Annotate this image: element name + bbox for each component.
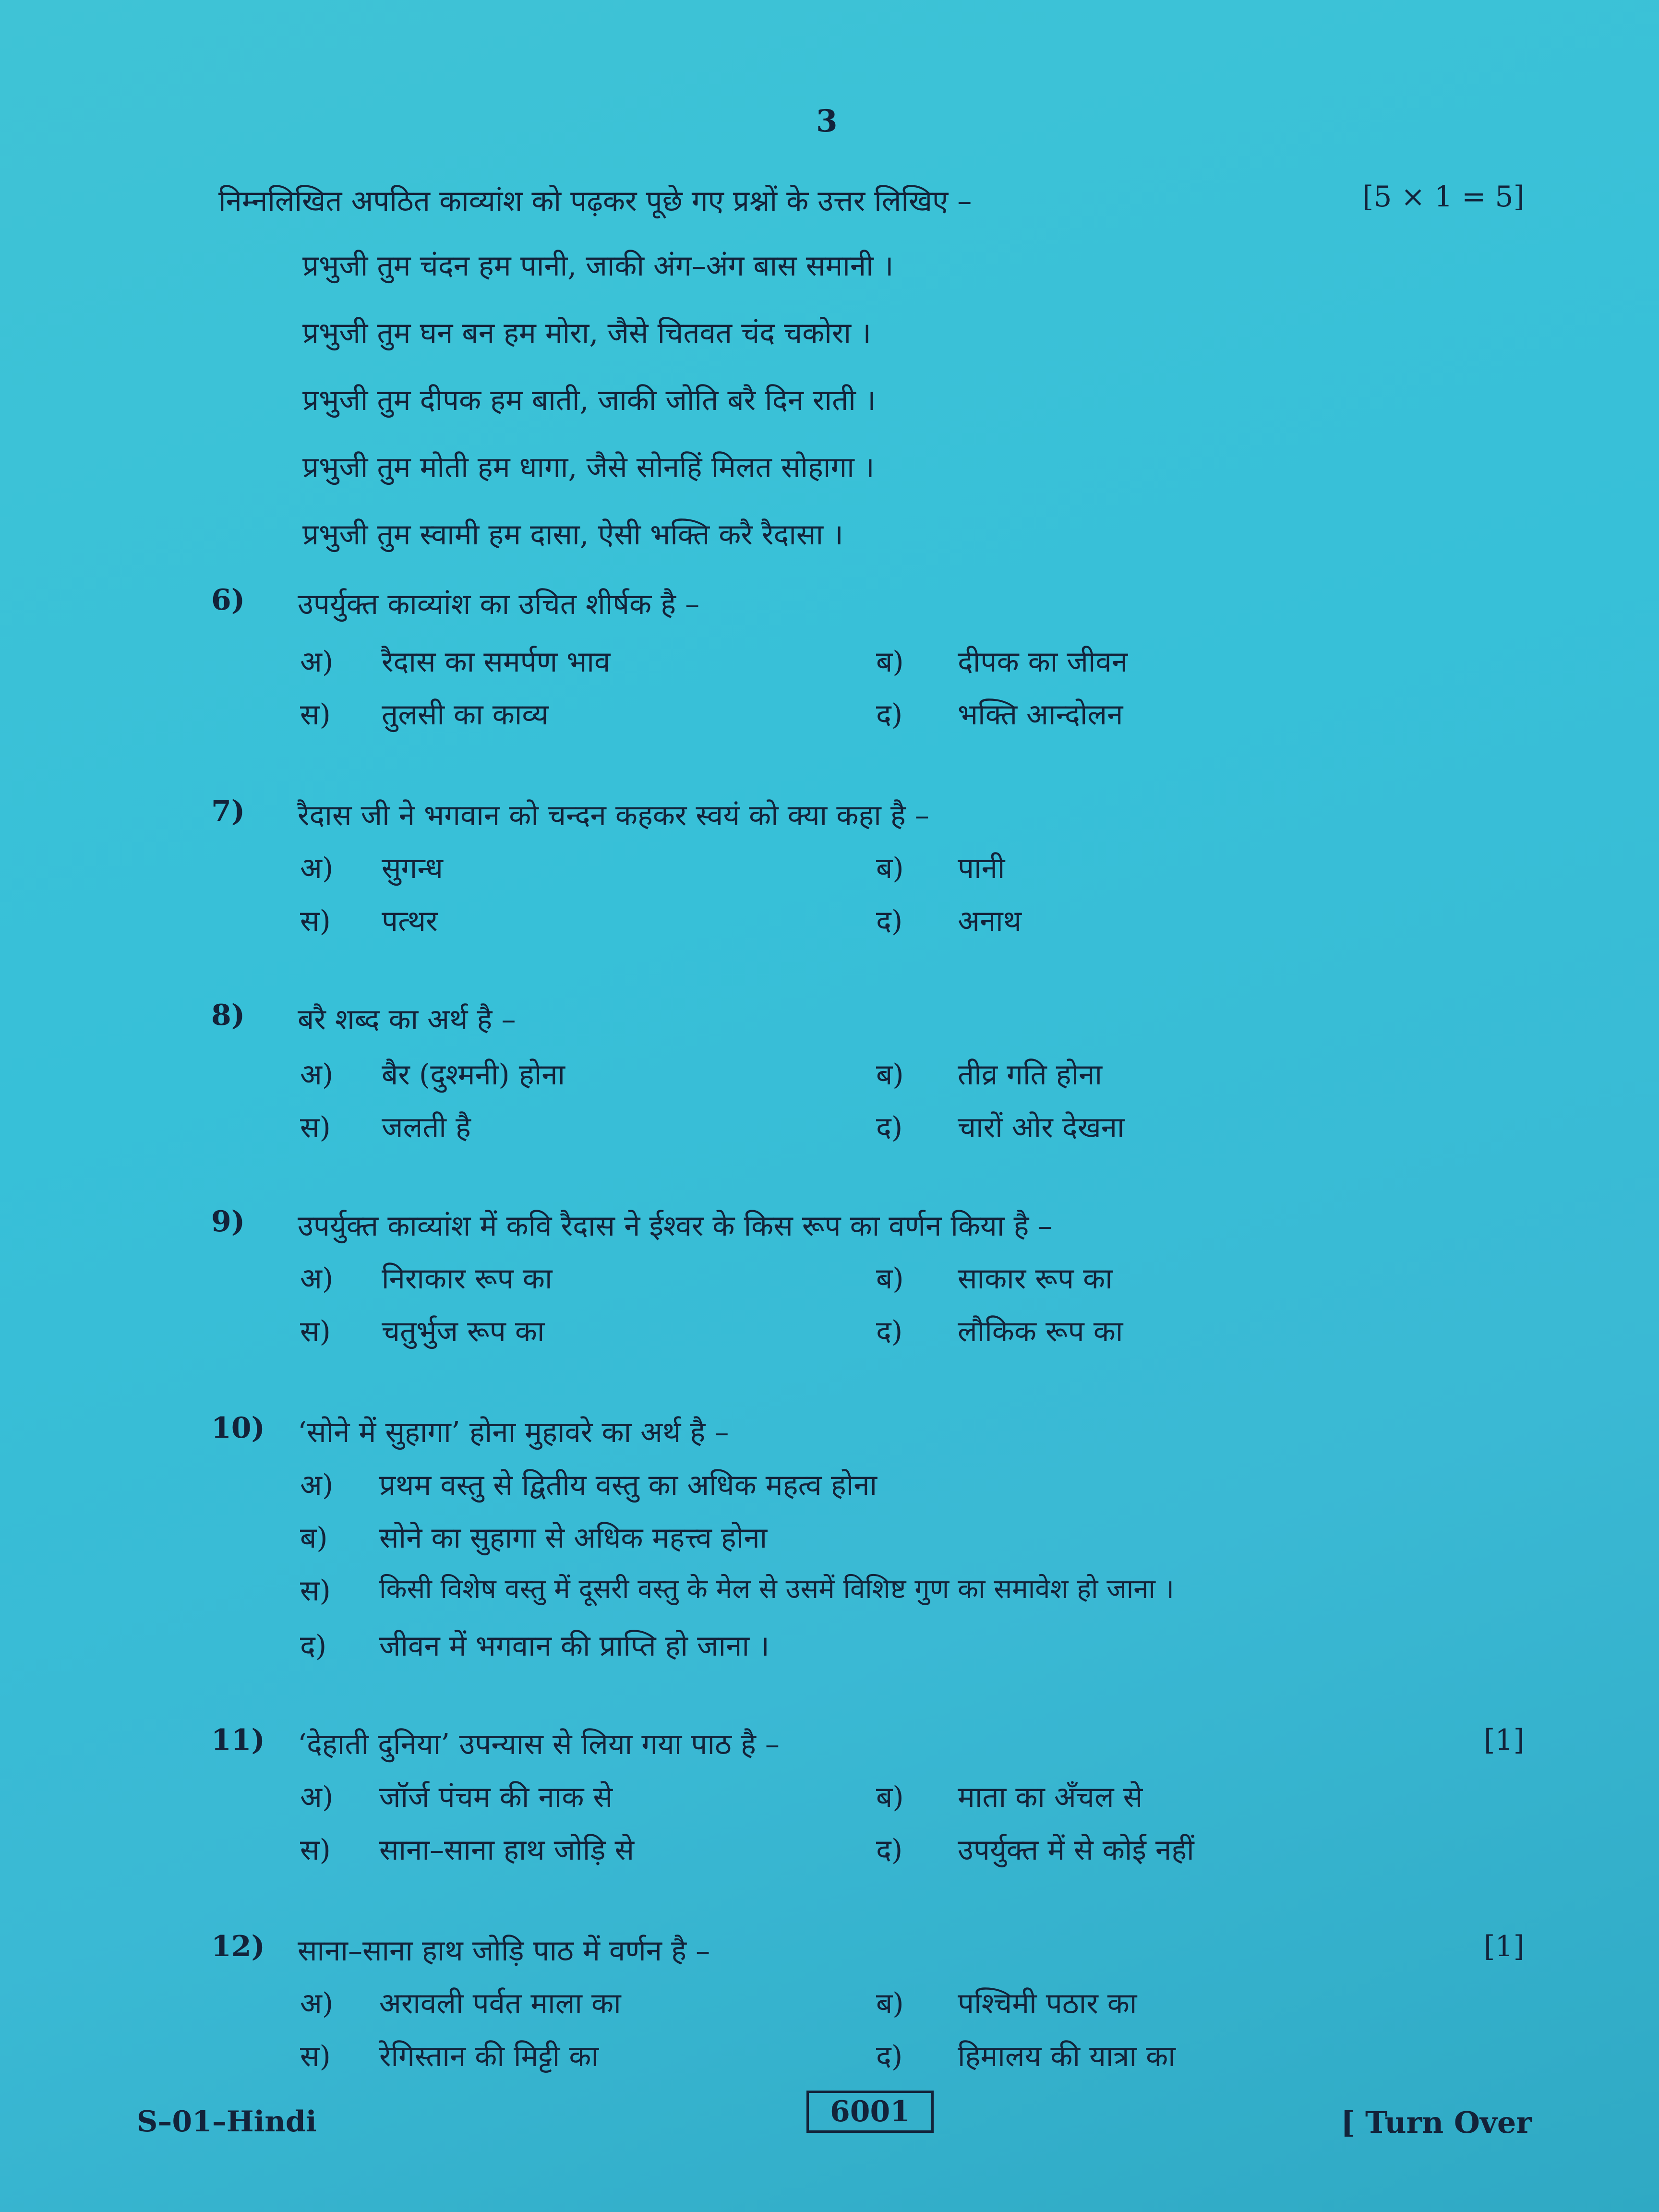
option-label: स): [300, 1833, 331, 1867]
instruction-text: निम्नलिखित अपठित काव्यांश को पढ़कर पूछे गए प्रश्नों के उत्तर लिखिए –: [218, 184, 972, 218]
option-label: ब): [876, 1058, 904, 1092]
option-text: प्रथम वस्तु से द्वितीय वस्तु का अधिक महत्व होना: [379, 1468, 878, 1502]
option-label: अ): [300, 852, 334, 885]
page-number: 3: [816, 103, 838, 139]
option-label: अ): [300, 645, 334, 679]
question-number: 9): [211, 1205, 245, 1238]
option-label: अ): [300, 1468, 334, 1502]
option-label: द): [300, 1629, 327, 1663]
poem-line: प्रभुजी तुम दीपक हम बाती, जाकी जोति बरै दिन राती ।: [302, 384, 876, 417]
option-text: चारों ओर देखना: [958, 1111, 1125, 1144]
question-number: 12): [211, 1930, 265, 1963]
option-text: सोने का सुहागा से अधिक महत्त्व होना: [379, 1521, 768, 1555]
option-text: तीव्र गति होना: [958, 1058, 1103, 1092]
question-text: बरै शब्द का अर्थ है –: [298, 1003, 516, 1036]
option-label: द): [876, 1315, 903, 1348]
option-label: अ): [300, 1987, 334, 2020]
option-text: बैर (दुश्मनी) होना: [382, 1058, 565, 1092]
option-label: स): [300, 1574, 331, 1608]
option-label: ब): [876, 1780, 904, 1814]
option-text: पश्चिमी पठार का: [958, 1987, 1137, 2020]
question-marks: [1]: [1484, 1723, 1525, 1757]
instruction-marks: [5 × 1 = 5]: [1362, 180, 1525, 214]
option-label: द): [876, 1833, 903, 1867]
option-label: अ): [300, 1780, 334, 1814]
option-text: जीवन में भगवान की प्राप्ति हो जाना ।: [379, 1629, 769, 1663]
poem-line: प्रभुजी तुम चंदन हम पानी, जाकी अंग–अंग बास समानी ।: [302, 249, 894, 283]
question-text: ‘देहाती दुनिया’ उपन्यास से लिया गया पाठ है –: [298, 1728, 780, 1761]
turn-over-label: [ Turn Over: [1341, 2105, 1532, 2140]
option-text: हिमालय की यात्रा का: [958, 2040, 1176, 2073]
poem-line: प्रभुजी तुम मोती हम धागा, जैसे सोनहिं मिलत सोहागा ।: [302, 451, 875, 484]
option-label: ब): [300, 1521, 328, 1555]
question-number: 10): [211, 1411, 265, 1445]
option-label: स): [300, 1111, 331, 1144]
option-text: साकार रूप का: [958, 1262, 1113, 1296]
question-number: 7): [211, 794, 245, 828]
question-text: रैदास जी ने भगवान को चन्दन कहकर स्वयं को क्या कहा है –: [298, 799, 929, 832]
question-number: 8): [211, 998, 245, 1032]
option-text: भक्ति आन्दोलन: [958, 698, 1123, 732]
option-label: द): [876, 2040, 903, 2073]
option-text: साना–साना हाथ जोड़ि से: [379, 1833, 635, 1867]
option-text: रेगिस्तान की मिट्टी का: [379, 2040, 599, 2073]
paper-code-box: 6001: [806, 2091, 934, 2133]
option-text: जलती है: [382, 1111, 471, 1144]
question-text: ‘सोने में सुहागा’ होना मुहावरे का अर्थ है –: [298, 1416, 729, 1449]
question-number: 11): [211, 1723, 265, 1757]
option-label: ब): [876, 1262, 904, 1296]
option-label: स): [300, 2040, 331, 2073]
option-label: द): [876, 904, 903, 938]
question-text: उपर्युक्त काव्यांश का उचित शीर्षक है –: [298, 588, 700, 621]
poem-line: प्रभुजी तुम घन बन हम मोरा, जैसे चितवत चंद चकोरा ।: [302, 316, 871, 350]
question-text: साना–साना हाथ जोड़ि पाठ में वर्णन है –: [298, 1934, 710, 1968]
poem-line: प्रभुजी तुम स्वामी हम दासा, ऐसी भक्ति करै रैदासा ।: [302, 518, 843, 552]
option-text: तुलसी का काव्य: [382, 698, 549, 732]
option-text: सुगन्ध: [382, 852, 443, 885]
option-text: पानी: [958, 852, 1005, 885]
option-label: द): [876, 698, 903, 732]
question-number: 6): [211, 583, 245, 617]
option-text: निराकार रूप का: [382, 1262, 553, 1296]
option-text: चतुर्भुज रूप का: [382, 1315, 545, 1348]
option-text: अरावली पर्वत माला का: [379, 1987, 621, 2020]
option-label: स): [300, 698, 331, 732]
option-text: उपर्युक्त में से कोई नहीं: [958, 1833, 1194, 1867]
question-marks: [1]: [1484, 1930, 1525, 1963]
option-text: माता का अँचल से: [958, 1780, 1143, 1814]
option-text: जॉर्ज पंचम की नाक से: [379, 1780, 613, 1814]
option-text: अनाथ: [958, 904, 1022, 938]
option-label: ब): [876, 852, 904, 885]
option-text: रैदास का समर्पण भाव: [382, 645, 611, 679]
question-text: उपर्युक्त काव्यांश में कवि रैदास ने ईश्वर के किस रूप का वर्णन किया है –: [298, 1209, 1053, 1243]
option-label: ब): [876, 1987, 904, 2020]
option-text: दीपक का जीवन: [958, 645, 1128, 679]
option-label: अ): [300, 1262, 334, 1296]
option-label: ब): [876, 645, 904, 679]
option-text: पत्थर: [382, 904, 438, 938]
option-label: अ): [300, 1058, 334, 1092]
option-label: स): [300, 1315, 331, 1348]
subject-code: S–01–Hindi: [137, 2105, 317, 2139]
option-text: लौकिक रूप का: [958, 1315, 1123, 1348]
option-label: द): [876, 1111, 903, 1144]
option-label: स): [300, 904, 331, 938]
option-text: किसी विशेष वस्तु में दूसरी वस्तु के मेल से उसमें विशिष्ट गुण का समावेश हो जाना ।: [379, 1574, 1174, 1605]
